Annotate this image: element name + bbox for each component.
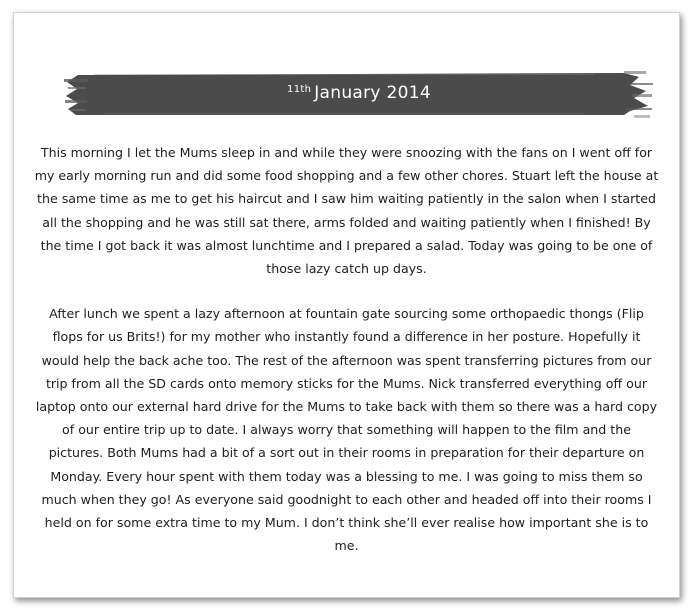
- date-banner: [64, 65, 654, 121]
- date-month-year: January 2014: [314, 83, 431, 103]
- journal-page: [13, 12, 680, 598]
- entry-body: [34, 141, 659, 579]
- entry-date: [64, 65, 654, 121]
- entry-paragraph-2: After lunch we spent a lazy afternoon at fountain gate sourcing some orthopaedic thongs (Flip flops for us Brits!) for my mother who instantly found a difference in her posture. Hopefully it would help the back ache too. The rest of the afternoon was spent transferring pictures from our trip from all the SD cards onto memory sticks for the Mums. Nick transferred everything off our laptop onto our external hard drive for the Mums to take back with them so there was a hard copy of our entire trip up to date. I always worry that something will happen to the film and the pictures. Both Mums had a bit of a sort out in their rooms in preparation for their departure on Monday. Every hour spent with them today was a blessing to me. I was going to miss them so much when they go! As everyone said goodnight to each other and headed off into their rooms I held on for some extra time to my Mum. I don’t think she’ll ever realise how important she is to me.: [35, 306, 658, 554]
- date-ordinal: 11th: [287, 84, 312, 95]
- entry-paragraph-1: This morning I let the Mums sleep in and while they were snoozing with the fans on I went off for my early morning run and did some food shopping and a few other chores. Stuart left the house at the same time as me to get his haircut and I saw him waiting patiently in the salon when I started all the shopping and he was still sat there, arms folded and waiting patiently when I finished! By the time I got back it was almost lunchtime and I prepared a salad. Today was going to be one of those lazy catch up days.: [34, 145, 659, 277]
